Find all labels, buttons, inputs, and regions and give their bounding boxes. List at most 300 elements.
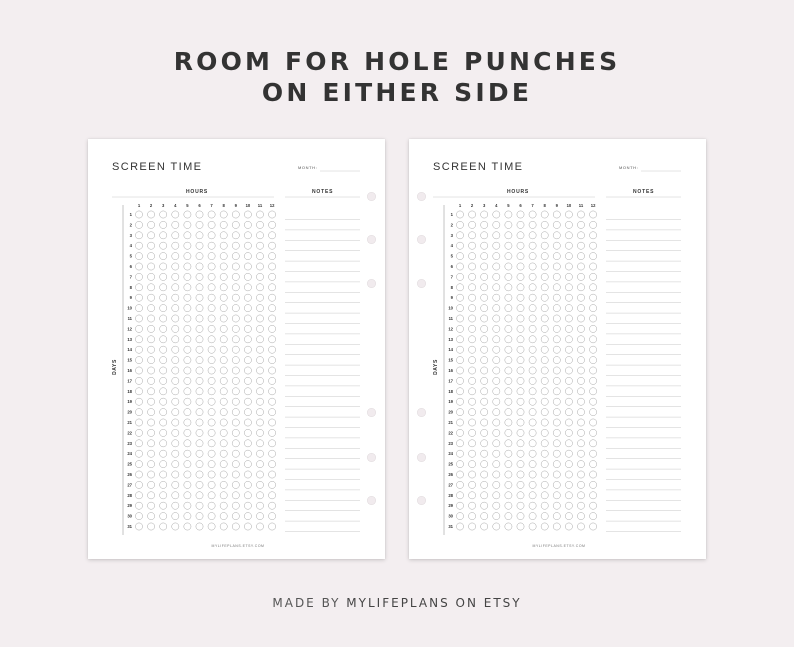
tracker-circle[interactable] bbox=[553, 388, 560, 395]
tracker-circle[interactable] bbox=[184, 461, 191, 468]
tracker-circle[interactable] bbox=[184, 263, 191, 270]
tracker-circle[interactable] bbox=[469, 461, 476, 468]
tracker-circle[interactable] bbox=[135, 429, 142, 436]
tracker-circle[interactable] bbox=[505, 346, 512, 353]
tracker-circle[interactable] bbox=[553, 461, 560, 468]
tracker-circle[interactable] bbox=[529, 513, 536, 520]
tracker-circle[interactable] bbox=[469, 471, 476, 478]
tracker-circle[interactable] bbox=[232, 513, 239, 520]
tracker-circle[interactable] bbox=[172, 253, 179, 260]
tracker-circle[interactable] bbox=[505, 481, 512, 488]
tracker-circle[interactable] bbox=[517, 502, 524, 509]
tracker-circle[interactable] bbox=[529, 388, 536, 395]
tracker-circle[interactable] bbox=[135, 357, 142, 364]
tracker-circle[interactable] bbox=[517, 398, 524, 405]
tracker-circle[interactable] bbox=[565, 429, 572, 436]
tracker-circle[interactable] bbox=[256, 471, 263, 478]
tracker-circle[interactable] bbox=[481, 419, 488, 426]
tracker-circle[interactable] bbox=[456, 388, 463, 395]
tracker-circle[interactable] bbox=[553, 305, 560, 312]
tracker-circle[interactable] bbox=[517, 481, 524, 488]
tracker-circle[interactable] bbox=[590, 336, 597, 343]
tracker-circle[interactable] bbox=[541, 253, 548, 260]
tracker-circle[interactable] bbox=[577, 294, 584, 301]
tracker-circle[interactable] bbox=[456, 232, 463, 239]
tracker-circle[interactable] bbox=[184, 523, 191, 530]
tracker-circle[interactable] bbox=[590, 367, 597, 374]
tracker-circle[interactable] bbox=[493, 336, 500, 343]
tracker-circle[interactable] bbox=[529, 357, 536, 364]
tracker-circle[interactable] bbox=[529, 263, 536, 270]
tracker-circle[interactable] bbox=[172, 440, 179, 447]
tracker-circle[interactable] bbox=[590, 284, 597, 291]
tracker-circle[interactable] bbox=[517, 429, 524, 436]
tracker-circle[interactable] bbox=[590, 377, 597, 384]
tracker-circle[interactable] bbox=[553, 492, 560, 499]
tracker-circle[interactable] bbox=[208, 211, 215, 218]
tracker-circle[interactable] bbox=[493, 232, 500, 239]
tracker-circle[interactable] bbox=[481, 221, 488, 228]
tracker-circle[interactable] bbox=[172, 471, 179, 478]
tracker-circle[interactable] bbox=[553, 253, 560, 260]
tracker-circle[interactable] bbox=[553, 346, 560, 353]
tracker-circle[interactable] bbox=[135, 367, 142, 374]
tracker-circle[interactable] bbox=[269, 315, 276, 322]
tracker-circle[interactable] bbox=[232, 273, 239, 280]
tracker-circle[interactable] bbox=[196, 388, 203, 395]
tracker-circle[interactable] bbox=[469, 492, 476, 499]
tracker-circle[interactable] bbox=[481, 273, 488, 280]
tracker-circle[interactable] bbox=[456, 284, 463, 291]
tracker-circle[interactable] bbox=[196, 367, 203, 374]
tracker-circle[interactable] bbox=[256, 377, 263, 384]
tracker-circle[interactable] bbox=[505, 523, 512, 530]
tracker-circle[interactable] bbox=[529, 440, 536, 447]
tracker-circle[interactable] bbox=[172, 357, 179, 364]
tracker-circle[interactable] bbox=[172, 492, 179, 499]
tracker-circle[interactable] bbox=[565, 513, 572, 520]
tracker-circle[interactable] bbox=[135, 263, 142, 270]
tracker-circle[interactable] bbox=[565, 377, 572, 384]
tracker-circle[interactable] bbox=[160, 523, 167, 530]
tracker-circle[interactable] bbox=[196, 429, 203, 436]
tracker-circle[interactable] bbox=[553, 481, 560, 488]
tracker-circle[interactable] bbox=[172, 336, 179, 343]
tracker-circle[interactable] bbox=[256, 409, 263, 416]
tracker-circle[interactable] bbox=[232, 221, 239, 228]
tracker-circle[interactable] bbox=[256, 273, 263, 280]
tracker-circle[interactable] bbox=[269, 232, 276, 239]
tracker-circle[interactable] bbox=[541, 367, 548, 374]
tracker-circle[interactable] bbox=[541, 346, 548, 353]
tracker-circle[interactable] bbox=[493, 346, 500, 353]
tracker-circle[interactable] bbox=[590, 211, 597, 218]
tracker-circle[interactable] bbox=[148, 232, 155, 239]
tracker-circle[interactable] bbox=[505, 502, 512, 509]
tracker-circle[interactable] bbox=[541, 263, 548, 270]
tracker-circle[interactable] bbox=[269, 419, 276, 426]
tracker-circle[interactable] bbox=[469, 450, 476, 457]
tracker-circle[interactable] bbox=[184, 481, 191, 488]
tracker-circle[interactable] bbox=[256, 450, 263, 457]
tracker-circle[interactable] bbox=[208, 388, 215, 395]
tracker-circle[interactable] bbox=[469, 502, 476, 509]
tracker-circle[interactable] bbox=[565, 294, 572, 301]
tracker-circle[interactable] bbox=[244, 211, 251, 218]
tracker-circle[interactable] bbox=[232, 450, 239, 457]
tracker-circle[interactable] bbox=[244, 346, 251, 353]
tracker-circle[interactable] bbox=[553, 450, 560, 457]
tracker-circle[interactable] bbox=[456, 357, 463, 364]
tracker-circle[interactable] bbox=[590, 253, 597, 260]
tracker-circle[interactable] bbox=[481, 367, 488, 374]
tracker-circle[interactable] bbox=[481, 481, 488, 488]
tracker-circle[interactable] bbox=[469, 409, 476, 416]
tracker-circle[interactable] bbox=[256, 284, 263, 291]
tracker-circle[interactable] bbox=[481, 325, 488, 332]
tracker-circle[interactable] bbox=[493, 325, 500, 332]
tracker-circle[interactable] bbox=[148, 273, 155, 280]
tracker-circle[interactable] bbox=[148, 284, 155, 291]
tracker-circle[interactable] bbox=[565, 450, 572, 457]
tracker-circle[interactable] bbox=[590, 513, 597, 520]
tracker-circle[interactable] bbox=[232, 471, 239, 478]
tracker-circle[interactable] bbox=[160, 367, 167, 374]
tracker-circle[interactable] bbox=[493, 409, 500, 416]
tracker-circle[interactable] bbox=[172, 346, 179, 353]
tracker-circle[interactable] bbox=[565, 284, 572, 291]
tracker-circle[interactable] bbox=[577, 377, 584, 384]
tracker-circle[interactable] bbox=[269, 305, 276, 312]
tracker-circle[interactable] bbox=[529, 232, 536, 239]
tracker-circle[interactable] bbox=[232, 398, 239, 405]
tracker-circle[interactable] bbox=[505, 315, 512, 322]
tracker-circle[interactable] bbox=[590, 263, 597, 270]
tracker-circle[interactable] bbox=[196, 461, 203, 468]
tracker-circle[interactable] bbox=[577, 211, 584, 218]
tracker-circle[interactable] bbox=[256, 398, 263, 405]
tracker-circle[interactable] bbox=[456, 273, 463, 280]
tracker-circle[interactable] bbox=[135, 502, 142, 509]
tracker-circle[interactable] bbox=[269, 398, 276, 405]
tracker-circle[interactable] bbox=[172, 315, 179, 322]
tracker-circle[interactable] bbox=[493, 471, 500, 478]
tracker-circle[interactable] bbox=[577, 336, 584, 343]
tracker-circle[interactable] bbox=[148, 419, 155, 426]
tracker-circle[interactable] bbox=[196, 263, 203, 270]
tracker-circle[interactable] bbox=[172, 450, 179, 457]
tracker-circle[interactable] bbox=[541, 336, 548, 343]
tracker-circle[interactable] bbox=[565, 523, 572, 530]
tracker-circle[interactable] bbox=[269, 461, 276, 468]
tracker-circle[interactable] bbox=[220, 513, 227, 520]
tracker-circle[interactable] bbox=[517, 367, 524, 374]
tracker-circle[interactable] bbox=[517, 263, 524, 270]
tracker-circle[interactable] bbox=[493, 523, 500, 530]
tracker-circle[interactable] bbox=[505, 440, 512, 447]
tracker-circle[interactable] bbox=[208, 429, 215, 436]
tracker-circle[interactable] bbox=[244, 273, 251, 280]
tracker-circle[interactable] bbox=[148, 523, 155, 530]
tracker-circle[interactable] bbox=[529, 429, 536, 436]
tracker-circle[interactable] bbox=[565, 388, 572, 395]
tracker-circle[interactable] bbox=[184, 398, 191, 405]
tracker-circle[interactable] bbox=[220, 232, 227, 239]
tracker-circle[interactable] bbox=[184, 377, 191, 384]
tracker-circle[interactable] bbox=[184, 471, 191, 478]
tracker-circle[interactable] bbox=[232, 232, 239, 239]
tracker-circle[interactable] bbox=[135, 471, 142, 478]
tracker-circle[interactable] bbox=[505, 325, 512, 332]
tracker-circle[interactable] bbox=[553, 419, 560, 426]
tracker-circle[interactable] bbox=[184, 346, 191, 353]
tracker-circle[interactable] bbox=[256, 357, 263, 364]
tracker-circle[interactable] bbox=[269, 388, 276, 395]
tracker-circle[interactable] bbox=[481, 284, 488, 291]
tracker-circle[interactable] bbox=[577, 523, 584, 530]
tracker-circle[interactable] bbox=[184, 429, 191, 436]
tracker-circle[interactable] bbox=[244, 284, 251, 291]
tracker-circle[interactable] bbox=[196, 325, 203, 332]
tracker-circle[interactable] bbox=[590, 242, 597, 249]
tracker-circle[interactable] bbox=[481, 253, 488, 260]
tracker-circle[interactable] bbox=[590, 461, 597, 468]
tracker-circle[interactable] bbox=[481, 450, 488, 457]
tracker-circle[interactable] bbox=[505, 221, 512, 228]
tracker-circle[interactable] bbox=[208, 398, 215, 405]
tracker-circle[interactable] bbox=[220, 502, 227, 509]
tracker-circle[interactable] bbox=[469, 440, 476, 447]
tracker-circle[interactable] bbox=[553, 325, 560, 332]
tracker-circle[interactable] bbox=[269, 377, 276, 384]
tracker-circle[interactable] bbox=[577, 305, 584, 312]
tracker-circle[interactable] bbox=[256, 232, 263, 239]
tracker-circle[interactable] bbox=[232, 211, 239, 218]
tracker-circle[interactable] bbox=[505, 211, 512, 218]
tracker-circle[interactable] bbox=[220, 284, 227, 291]
tracker-circle[interactable] bbox=[481, 461, 488, 468]
tracker-circle[interactable] bbox=[184, 502, 191, 509]
tracker-circle[interactable] bbox=[269, 325, 276, 332]
tracker-circle[interactable] bbox=[456, 336, 463, 343]
tracker-circle[interactable] bbox=[456, 221, 463, 228]
tracker-circle[interactable] bbox=[232, 253, 239, 260]
tracker-circle[interactable] bbox=[481, 305, 488, 312]
tracker-circle[interactable] bbox=[529, 409, 536, 416]
tracker-circle[interactable] bbox=[232, 325, 239, 332]
tracker-circle[interactable] bbox=[184, 221, 191, 228]
tracker-circle[interactable] bbox=[220, 481, 227, 488]
tracker-circle[interactable] bbox=[565, 409, 572, 416]
tracker-circle[interactable] bbox=[269, 242, 276, 249]
tracker-circle[interactable] bbox=[220, 211, 227, 218]
tracker-circle[interactable] bbox=[220, 388, 227, 395]
tracker-circle[interactable] bbox=[269, 492, 276, 499]
tracker-circle[interactable] bbox=[529, 367, 536, 374]
tracker-circle[interactable] bbox=[517, 294, 524, 301]
tracker-circle[interactable] bbox=[172, 377, 179, 384]
tracker-circle[interactable] bbox=[172, 502, 179, 509]
tracker-circle[interactable] bbox=[553, 273, 560, 280]
tracker-circle[interactable] bbox=[541, 502, 548, 509]
tracker-circle[interactable] bbox=[553, 471, 560, 478]
tracker-circle[interactable] bbox=[469, 305, 476, 312]
tracker-circle[interactable] bbox=[244, 502, 251, 509]
tracker-circle[interactable] bbox=[160, 232, 167, 239]
tracker-circle[interactable] bbox=[148, 346, 155, 353]
tracker-circle[interactable] bbox=[493, 377, 500, 384]
tracker-circle[interactable] bbox=[172, 211, 179, 218]
tracker-circle[interactable] bbox=[565, 242, 572, 249]
tracker-circle[interactable] bbox=[541, 513, 548, 520]
tracker-circle[interactable] bbox=[208, 284, 215, 291]
tracker-circle[interactable] bbox=[517, 242, 524, 249]
tracker-circle[interactable] bbox=[565, 440, 572, 447]
tracker-circle[interactable] bbox=[469, 273, 476, 280]
tracker-circle[interactable] bbox=[256, 221, 263, 228]
tracker-circle[interactable] bbox=[244, 367, 251, 374]
tracker-circle[interactable] bbox=[469, 284, 476, 291]
tracker-circle[interactable] bbox=[160, 336, 167, 343]
tracker-circle[interactable] bbox=[172, 294, 179, 301]
tracker-circle[interactable] bbox=[269, 284, 276, 291]
tracker-circle[interactable] bbox=[160, 273, 167, 280]
tracker-circle[interactable] bbox=[577, 325, 584, 332]
tracker-circle[interactable] bbox=[493, 481, 500, 488]
tracker-circle[interactable] bbox=[517, 471, 524, 478]
tracker-circle[interactable] bbox=[172, 367, 179, 374]
tracker-circle[interactable] bbox=[469, 294, 476, 301]
tracker-circle[interactable] bbox=[553, 336, 560, 343]
tracker-circle[interactable] bbox=[517, 461, 524, 468]
tracker-circle[interactable] bbox=[269, 409, 276, 416]
tracker-circle[interactable] bbox=[505, 471, 512, 478]
tracker-circle[interactable] bbox=[590, 440, 597, 447]
tracker-circle[interactable] bbox=[172, 461, 179, 468]
tracker-circle[interactable] bbox=[577, 242, 584, 249]
tracker-circle[interactable] bbox=[541, 294, 548, 301]
tracker-circle[interactable] bbox=[493, 315, 500, 322]
tracker-circle[interactable] bbox=[553, 211, 560, 218]
tracker-circle[interactable] bbox=[481, 440, 488, 447]
tracker-circle[interactable] bbox=[244, 461, 251, 468]
tracker-circle[interactable] bbox=[529, 336, 536, 343]
tracker-circle[interactable] bbox=[541, 492, 548, 499]
tracker-circle[interactable] bbox=[529, 492, 536, 499]
tracker-circle[interactable] bbox=[220, 221, 227, 228]
tracker-circle[interactable] bbox=[208, 461, 215, 468]
tracker-circle[interactable] bbox=[232, 367, 239, 374]
tracker-circle[interactable] bbox=[232, 419, 239, 426]
tracker-circle[interactable] bbox=[135, 440, 142, 447]
tracker-circle[interactable] bbox=[220, 253, 227, 260]
tracker-circle[interactable] bbox=[456, 242, 463, 249]
tracker-circle[interactable] bbox=[220, 305, 227, 312]
tracker-circle[interactable] bbox=[456, 263, 463, 270]
tracker-circle[interactable] bbox=[172, 388, 179, 395]
tracker-circle[interactable] bbox=[577, 513, 584, 520]
tracker-circle[interactable] bbox=[244, 253, 251, 260]
tracker-circle[interactable] bbox=[135, 336, 142, 343]
tracker-circle[interactable] bbox=[505, 492, 512, 499]
tracker-circle[interactable] bbox=[232, 242, 239, 249]
tracker-circle[interactable] bbox=[456, 211, 463, 218]
tracker-circle[interactable] bbox=[505, 377, 512, 384]
tracker-circle[interactable] bbox=[208, 305, 215, 312]
tracker-circle[interactable] bbox=[160, 346, 167, 353]
tracker-circle[interactable] bbox=[148, 450, 155, 457]
tracker-circle[interactable] bbox=[148, 367, 155, 374]
tracker-circle[interactable] bbox=[256, 419, 263, 426]
tracker-circle[interactable] bbox=[148, 471, 155, 478]
tracker-circle[interactable] bbox=[469, 263, 476, 270]
tracker-circle[interactable] bbox=[220, 461, 227, 468]
tracker-circle[interactable] bbox=[456, 315, 463, 322]
tracker-circle[interactable] bbox=[160, 461, 167, 468]
tracker-circle[interactable] bbox=[208, 242, 215, 249]
tracker-circle[interactable] bbox=[269, 523, 276, 530]
tracker-circle[interactable] bbox=[232, 294, 239, 301]
tracker-circle[interactable] bbox=[184, 492, 191, 499]
tracker-circle[interactable] bbox=[172, 513, 179, 520]
tracker-circle[interactable] bbox=[493, 440, 500, 447]
tracker-circle[interactable] bbox=[553, 523, 560, 530]
tracker-circle[interactable] bbox=[172, 325, 179, 332]
tracker-circle[interactable] bbox=[590, 450, 597, 457]
tracker-circle[interactable] bbox=[505, 336, 512, 343]
tracker-circle[interactable] bbox=[456, 481, 463, 488]
tracker-circle[interactable] bbox=[481, 232, 488, 239]
tracker-circle[interactable] bbox=[148, 336, 155, 343]
tracker-circle[interactable] bbox=[148, 377, 155, 384]
tracker-circle[interactable] bbox=[553, 398, 560, 405]
tracker-circle[interactable] bbox=[456, 419, 463, 426]
tracker-circle[interactable] bbox=[220, 325, 227, 332]
tracker-circle[interactable] bbox=[160, 419, 167, 426]
tracker-circle[interactable] bbox=[220, 336, 227, 343]
tracker-circle[interactable] bbox=[232, 409, 239, 416]
tracker-circle[interactable] bbox=[269, 513, 276, 520]
tracker-circle[interactable] bbox=[232, 461, 239, 468]
tracker-circle[interactable] bbox=[481, 409, 488, 416]
tracker-circle[interactable] bbox=[493, 273, 500, 280]
tracker-circle[interactable] bbox=[135, 481, 142, 488]
tracker-circle[interactable] bbox=[565, 492, 572, 499]
tracker-circle[interactable] bbox=[160, 284, 167, 291]
tracker-circle[interactable] bbox=[517, 440, 524, 447]
tracker-circle[interactable] bbox=[208, 377, 215, 384]
tracker-circle[interactable] bbox=[456, 523, 463, 530]
tracker-circle[interactable] bbox=[208, 263, 215, 270]
tracker-circle[interactable] bbox=[493, 492, 500, 499]
tracker-circle[interactable] bbox=[196, 232, 203, 239]
tracker-circle[interactable] bbox=[517, 377, 524, 384]
tracker-circle[interactable] bbox=[232, 523, 239, 530]
tracker-circle[interactable] bbox=[220, 419, 227, 426]
tracker-circle[interactable] bbox=[160, 481, 167, 488]
tracker-circle[interactable] bbox=[565, 315, 572, 322]
tracker-circle[interactable] bbox=[565, 357, 572, 364]
tracker-circle[interactable] bbox=[517, 305, 524, 312]
tracker-circle[interactable] bbox=[196, 221, 203, 228]
tracker-circle[interactable] bbox=[160, 398, 167, 405]
tracker-circle[interactable] bbox=[493, 450, 500, 457]
tracker-circle[interactable] bbox=[529, 398, 536, 405]
tracker-circle[interactable] bbox=[184, 305, 191, 312]
tracker-circle[interactable] bbox=[208, 273, 215, 280]
tracker-circle[interactable] bbox=[517, 513, 524, 520]
tracker-circle[interactable] bbox=[184, 419, 191, 426]
